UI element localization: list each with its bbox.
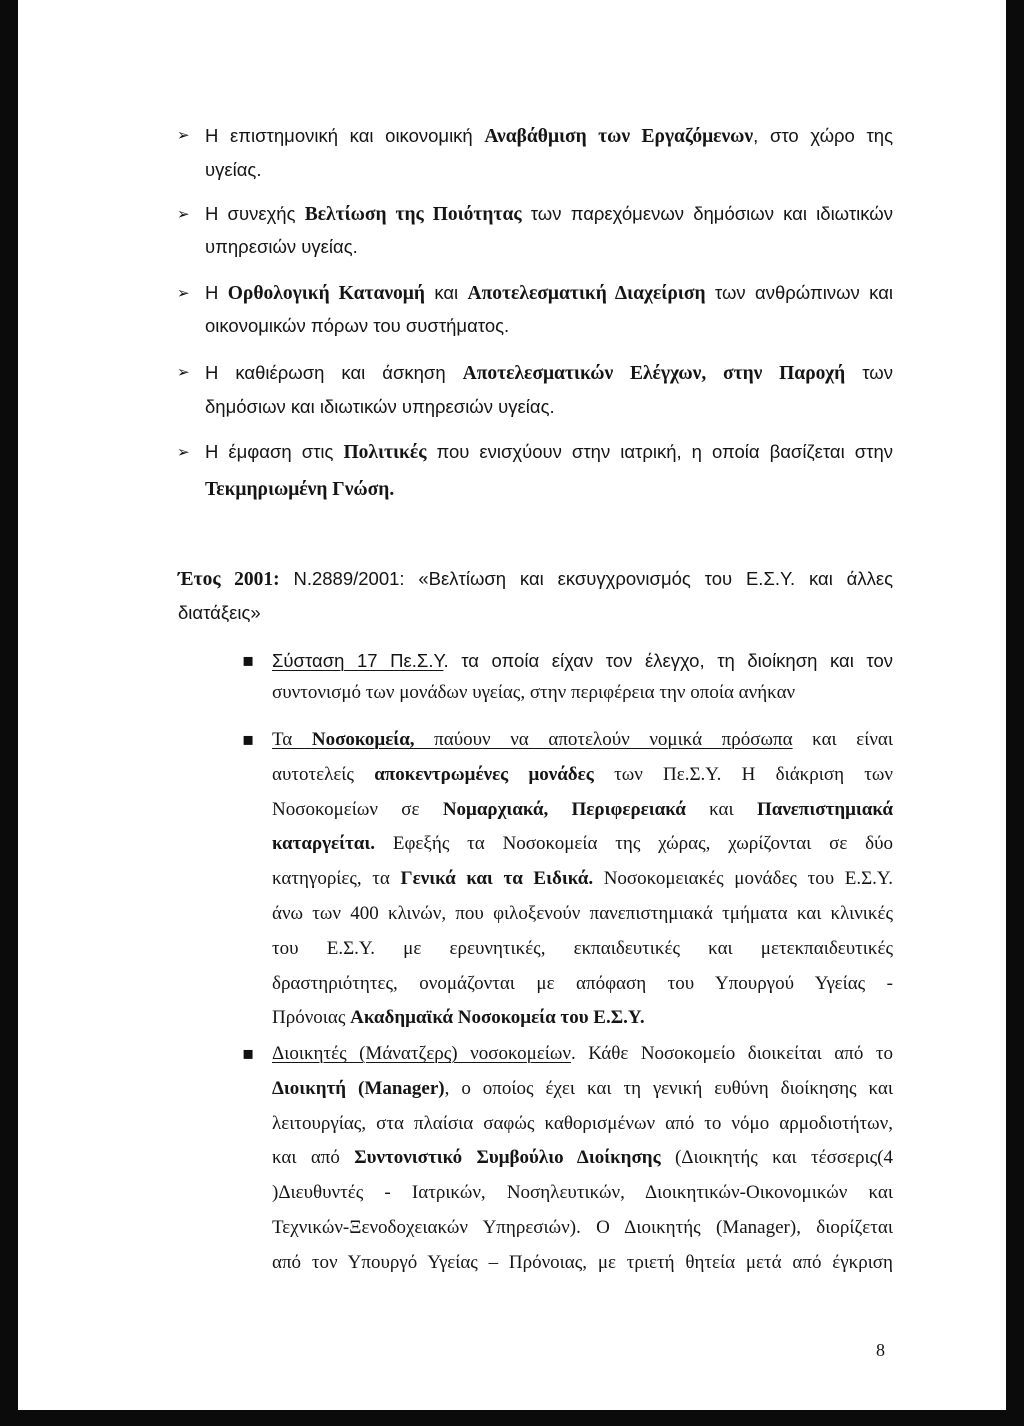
text-run: δημόσιων και ιδιωτικών υπηρεσιών υγείας. xyxy=(205,396,555,417)
bold-text: Διοικητή (Manager) xyxy=(272,1077,445,1099)
arrow-bullet-item xyxy=(177,434,893,508)
underlined-text: παύουν να αποτελούν νομικά πρόσωπα xyxy=(414,729,793,750)
text-run: Η xyxy=(205,282,228,303)
text-run: Τεχνικών-Ξενοδοχειακών Υπηρεσιών). Ο Διοικητής (Manager), διορίζεται xyxy=(272,1216,893,1238)
arrow-bullet-item xyxy=(177,356,893,423)
text-line xyxy=(178,596,893,629)
bold-text: Ακαδημαϊκά Νοσοκομεία του Ε.Σ.Υ. xyxy=(350,1007,645,1029)
text-line xyxy=(205,231,893,263)
text-run: Η έμφαση στις xyxy=(205,441,344,462)
text-run: λειτουργίας, στα πλαίσια σαφώς καθορισμένων από το νόμο αρμοδιοτήτων, xyxy=(272,1112,893,1134)
underlined-text: Τα xyxy=(272,729,312,750)
text-run: οικονομικών πόρων του συστήματος. xyxy=(205,315,510,336)
bold-text: Πανεπιστημιακά xyxy=(756,798,893,820)
bold-text: Αποτελεσματικών Ελέγχων, στην Παροχή xyxy=(462,363,846,384)
text-run: και xyxy=(424,282,468,303)
arrow-bullet-icon: ➢ xyxy=(177,443,190,461)
text-run: υγείας. xyxy=(205,159,262,180)
text-line xyxy=(272,758,893,793)
page-number: 8 xyxy=(876,1340,885,1360)
text-line xyxy=(205,277,893,310)
text-run: και από xyxy=(272,1147,355,1169)
bold-text: Έτος 2001: xyxy=(178,569,280,590)
text-line xyxy=(272,1246,893,1281)
text-line xyxy=(205,390,893,423)
text-line xyxy=(272,1176,893,1211)
text-run: . τα οποία είχαν τον έλεγχο, τη διοίκηση και τον xyxy=(443,650,893,671)
text-line xyxy=(272,793,893,828)
text-run: Νοσοκομειακές μονάδες του Ε.Σ.Υ. xyxy=(593,868,894,890)
text-run: Εφεξής τα Νοσοκομεία της χώρας, χωρίζονται σε δύο xyxy=(375,833,893,855)
text-line xyxy=(178,562,893,596)
bold-text: καταργείται. xyxy=(272,833,376,855)
underlined-text: Διοικητές (Μάνατζερς) νοσοκομείων xyxy=(272,1043,572,1064)
text-run: των παρεχόμενων δημόσιων και ιδιωτικών xyxy=(521,203,893,224)
text-run: )Διευθυντές - Ιατρικών, Νοσηλευτικών, Διοικητικών-Οικονομικών και xyxy=(272,1182,893,1204)
text-run: Ν.2889/2001: «Βελτίωση και εκσυγχρονισμός του Ε.Σ.Υ. και άλλες xyxy=(279,568,893,589)
bold-text: Νοσοκομεία, xyxy=(311,729,415,750)
text-line xyxy=(272,862,893,897)
arrow-bullet-item xyxy=(177,198,893,263)
square-bullet-item xyxy=(242,645,893,709)
text-run: από τον Υπουργό Υγείας – Πρόνοιας, με τριετή θητεία μετά από έγκριση xyxy=(272,1251,893,1273)
text-line xyxy=(272,1211,893,1246)
text-line xyxy=(205,356,893,390)
text-run: Η καθιέρωση και άσκηση xyxy=(205,362,463,383)
text-line xyxy=(272,1107,893,1142)
bold-text: Τεκμηριωμένη Γνώση. xyxy=(205,479,395,500)
text-run: Πρόνοιας xyxy=(272,1007,351,1029)
text-run: Η συνεχής xyxy=(205,203,305,224)
text-run: (Διοικητής και τέσσερις(4 xyxy=(660,1147,894,1169)
text-line xyxy=(272,677,893,709)
bold-text: Γενικά και τα Ειδικά. xyxy=(400,868,594,890)
text-line xyxy=(272,1001,893,1036)
text-line xyxy=(205,198,893,231)
text-run: και είναι xyxy=(792,729,893,750)
text-line xyxy=(272,723,893,758)
text-line xyxy=(272,827,893,862)
text-line xyxy=(205,119,893,153)
square-bullet-item xyxy=(242,723,894,1036)
text-run: Νοσοκομείων σε xyxy=(272,798,443,820)
bold-text: Πολιτικές xyxy=(343,442,427,463)
text-run: υπηρεσιών υγείας. xyxy=(205,236,358,257)
bold-text: Συντονιστικό Συμβούλιο Διοίκησης xyxy=(354,1147,661,1169)
bold-text: Βελτίωση της Ποιότητας xyxy=(304,204,522,225)
bold-text: Αναβάθμιση των Εργαζόμενων xyxy=(484,126,754,147)
bold-text: Ορθολογική Κατανομή xyxy=(227,283,425,304)
text-line xyxy=(272,1141,893,1176)
text-run: των Πε.Σ.Υ. Η διάκριση των xyxy=(593,763,893,785)
text-run: . Κάθε Νοσοκομείο διοικείται από το xyxy=(571,1043,893,1064)
text-run: των xyxy=(845,362,893,383)
text-line xyxy=(205,471,893,508)
arrow-bullet-icon: ➢ xyxy=(177,126,190,144)
underlined-text: Σύσταση 17 Πε.Σ.Υ xyxy=(272,650,444,671)
text-line xyxy=(205,434,893,471)
text-run: συντονισμό των μονάδων υγείας, στην περιφέρεια την οποία ανήκαν xyxy=(272,682,796,703)
text-run: άνω των 400 κλινών, που φιλοξενούν πανεπιστημιακά τμήματα και κλινικές xyxy=(272,902,893,924)
text-run: κατηγορίες, τα xyxy=(272,868,401,890)
text-run: αυτοτελείς xyxy=(272,763,375,785)
square-bullet-item xyxy=(242,1037,894,1281)
arrow-bullet-icon: ➢ xyxy=(177,284,190,302)
square-bullet-icon: ▪ xyxy=(242,650,255,671)
text-run: δραστηριότητες, ονομάζονται με απόφαση του Υπουργού Υγείας - xyxy=(272,972,893,994)
text-line xyxy=(272,1072,893,1107)
arrow-bullet-icon: ➢ xyxy=(177,205,190,223)
text-run: διατάξεις» xyxy=(178,602,261,623)
arrow-bullet-icon: ➢ xyxy=(177,363,190,381)
arrow-bullet-item xyxy=(177,119,894,186)
text-run: Η επιστημονική και οικονομική xyxy=(205,125,485,146)
text-run: και xyxy=(685,798,757,820)
arrow-bullet-item xyxy=(177,277,893,342)
bold-text: Νομαρχιακά, Περιφερειακά xyxy=(442,798,686,820)
text-line xyxy=(272,897,893,932)
text-line xyxy=(272,932,893,967)
text-run: , στο χώρο της xyxy=(753,125,894,146)
text-line xyxy=(205,310,893,342)
bold-text: Αποτελεσματική Διαχείριση xyxy=(467,283,706,304)
text-run: που ενισχύουν στην ιατρική, η οποία βασίζεται στην xyxy=(426,441,893,462)
text-line xyxy=(272,1037,893,1072)
text-run: , ο οποίος έχει και τη γενική ευθύνη διοίκησης και xyxy=(444,1077,893,1099)
law-paragraph xyxy=(178,562,893,629)
bold-text: αποκεντρωμένες μονάδες xyxy=(374,763,594,785)
text-run: των ανθρώπινων και xyxy=(705,282,893,303)
text-line xyxy=(272,967,893,1002)
text-run: του Ε.Σ.Υ. με ερευνητικές, εκπαιδευτικές και μετεκπαιδευτικές xyxy=(272,937,893,959)
text-line xyxy=(272,645,893,677)
square-bullet-icon: ▪ xyxy=(242,729,255,750)
text-line xyxy=(205,153,893,186)
square-bullet-icon: ▪ xyxy=(242,1043,255,1064)
